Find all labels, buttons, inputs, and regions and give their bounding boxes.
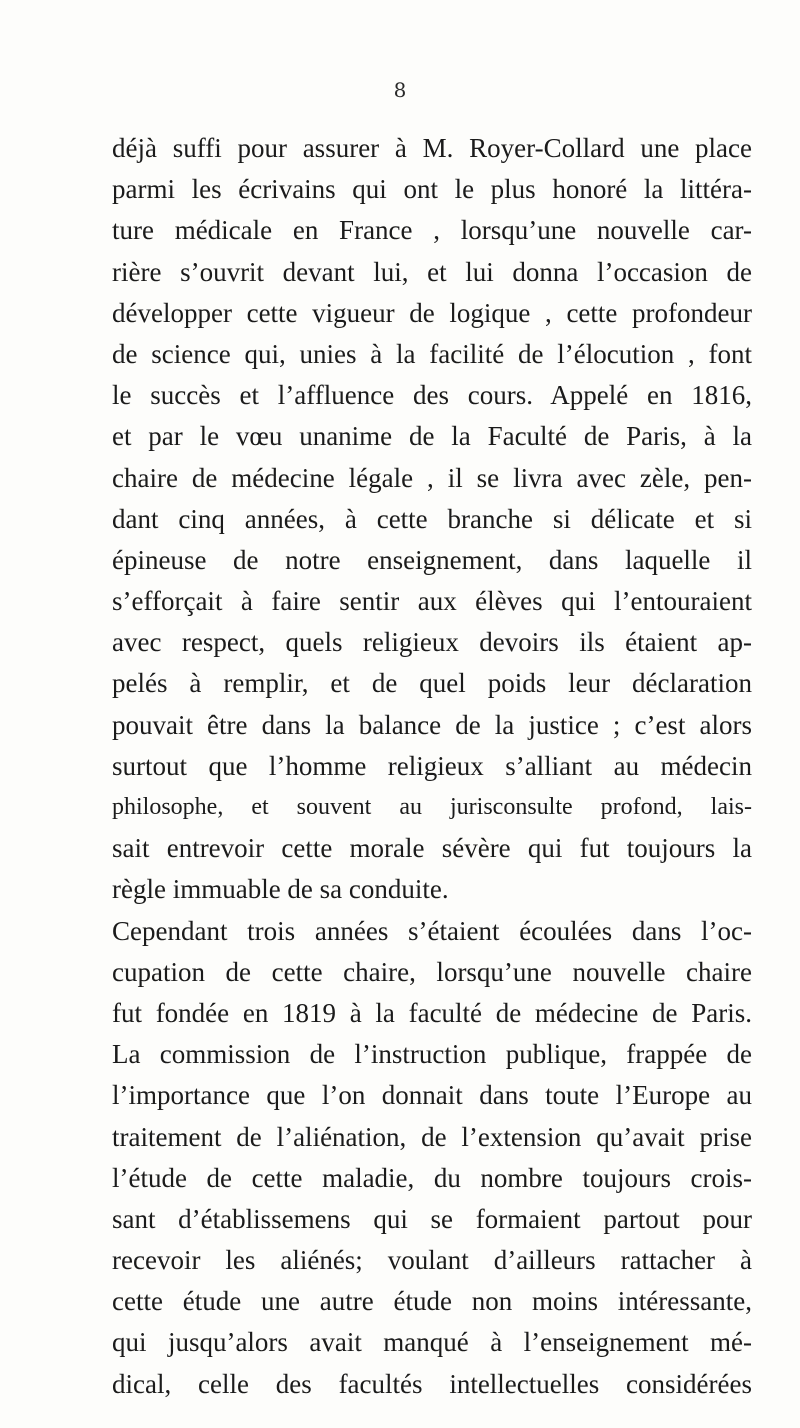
page-number: 8 — [393, 78, 407, 102]
text-line: épineuse de notre enseignement, dans laquelle il — [112, 544, 752, 575]
text-line: sait entrevoir cette morale sévère qui fut toujours la — [112, 833, 752, 864]
text-line: ture médicale en France , lorsqu’une nouvelle car- — [112, 215, 752, 246]
text-line: dant cinq années, à cette branche si délicate et si — [112, 503, 752, 534]
text-line: fut fondée en 1819 à la faculté de médecine de Paris. — [112, 997, 752, 1028]
text-line: avec respect, quels religieux devoirs ils étaient ap- — [112, 627, 752, 658]
text-line: recevoir les aliénés; voulant d’ailleurs rattacher à — [112, 1245, 752, 1276]
text-line: chaire de médecine légale , il se livra avec zèle, pen- — [112, 462, 752, 493]
text-line: de science qui, unies à la facilité de l’élocution , font — [112, 338, 752, 369]
text-line: développer cette vigueur de logique , cette profondeur — [112, 297, 752, 328]
text-line: dical, celle des facultés intellectuelles considérées — [112, 1368, 752, 1399]
text-line: sant d’établissemens qui se formaient partout pour — [112, 1203, 752, 1234]
text-line: rière s’ouvrit devant lui, et lui donna l’occasion de — [112, 256, 752, 287]
text-line: pelés à remplir, et de quel poids leur déclaration — [112, 668, 752, 699]
text-line: La commission de l’instruction publique, frappée de — [112, 1039, 752, 1070]
text-line: pouvait être dans la balance de la justice ; c’est alors — [112, 709, 752, 740]
text-line: cette étude une autre étude non moins intéressante, — [112, 1286, 752, 1317]
text-line: déjà suffi pour assurer à M. Royer-Collard une place — [112, 133, 752, 163]
paragraph-end-line: règle immuable de sa conduite. — [112, 874, 449, 905]
text-line: parmi les écrivains qui ont le plus honoré la littéra- — [112, 174, 752, 205]
text-line: l’étude de cette maladie, du nombre toujours crois- — [112, 1162, 752, 1193]
text-line: s’efforçait à faire sentir aux élèves qui l’entouraient — [112, 586, 752, 617]
text-line: philosophe, et souvent au jurisconsulte profond, lais- — [112, 794, 752, 820]
text-line: l’importance que l’on donnait dans toute l’Europe au — [112, 1080, 752, 1111]
body-text — [112, 128, 752, 1405]
paragraph-start-line: Cependant trois années s’étaient écoulées dans l’oc- — [112, 915, 752, 946]
text-line: surtout que l’homme religieux s’alliant au médecin — [112, 750, 752, 781]
text-line: cupation de cette chaire, lorsqu’une nouvelle chaire — [112, 956, 752, 987]
text-line: traitement de l’aliénation, de l’extension qu’avait prise — [112, 1121, 752, 1152]
text-line: et par le vœu unanime de la Faculté de Paris, à la — [112, 421, 752, 452]
text-line: le succès et l’affluence des cours. Appelé en 1816, — [112, 380, 752, 411]
text-line: qui jusqu’alors avait manqué à l’enseignement mé- — [112, 1327, 752, 1358]
